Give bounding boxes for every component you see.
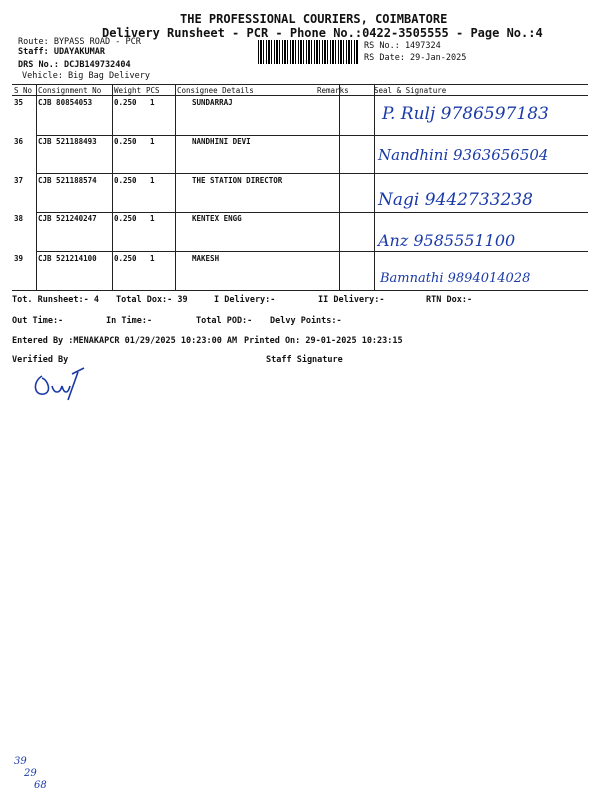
row-consignee: NANDHINI DEVI bbox=[192, 137, 251, 146]
total-pod: Total POD:- bbox=[196, 316, 253, 326]
col-header-consignment: Consignment No bbox=[38, 86, 102, 95]
row-consignment: CJB 521188493 bbox=[38, 137, 97, 146]
col-header-sno: S No bbox=[14, 86, 33, 95]
row-sno: 39 bbox=[14, 254, 24, 263]
ii-delivery: II Delivery:- bbox=[318, 295, 385, 305]
col-header-seal: Seal & Signature bbox=[374, 86, 447, 95]
rs-date: RS Date: 29-Jan-2025 bbox=[364, 53, 467, 63]
row-consignee: MAKESH bbox=[192, 254, 220, 263]
row-sno: 36 bbox=[14, 137, 24, 146]
row-consignee: SUNDARRAJ bbox=[192, 98, 233, 107]
margin-note: 39 bbox=[14, 756, 27, 767]
row-pcs: 1 bbox=[150, 98, 155, 107]
col-header-remarks: Remarks bbox=[317, 86, 349, 95]
runsheet-title: Delivery Runsheet - PCR - Phone No.:0422-3505555 - Page No.:4 bbox=[102, 26, 543, 40]
handwritten-signature: Nagi 9442733238 bbox=[378, 190, 533, 210]
row-weight: 0.250 bbox=[114, 98, 137, 107]
in-time: In Time:- bbox=[106, 316, 153, 326]
row-pcs: 1 bbox=[150, 176, 155, 185]
printed-on: Printed On: 29-01-2025 10:23:15 bbox=[244, 336, 403, 346]
row-weight: 0.250 bbox=[114, 214, 137, 223]
rtn-dox: RTN Dox:- bbox=[426, 295, 473, 305]
row-weight: 0.250 bbox=[114, 176, 137, 185]
margin-note: 29 bbox=[24, 768, 37, 779]
staff-signature-label: Staff Signature bbox=[266, 355, 343, 365]
row-consignment: CJB 521188574 bbox=[38, 176, 97, 185]
company-title: THE PROFESSIONAL COURIERS, COIMBATORE bbox=[180, 12, 448, 26]
row-pcs: 1 bbox=[150, 214, 155, 223]
row-sno: 38 bbox=[14, 214, 24, 223]
col-header-pcs: PCS bbox=[146, 86, 160, 95]
rs-number: RS No.: 1497324 bbox=[364, 41, 441, 51]
handwritten-signature: Nandhini 9363656504 bbox=[378, 146, 549, 164]
row-consignment: CJB 521240247 bbox=[38, 214, 97, 223]
row-consignment: CJB 80854053 bbox=[38, 98, 93, 107]
out-time: Out Time:- bbox=[12, 316, 64, 326]
row-sno: 37 bbox=[14, 176, 24, 185]
i-delivery: I Delivery:- bbox=[214, 295, 276, 305]
row-consignment: CJB 521214100 bbox=[38, 254, 97, 263]
row-consignee: KENTEX ENGG bbox=[192, 214, 242, 223]
row-sno: 35 bbox=[14, 98, 24, 107]
route-label: Route: BYPASS ROAD - PCR bbox=[18, 37, 141, 47]
handwritten-signature: P. Rulj 9786597183 bbox=[382, 104, 549, 124]
total-runsheet: Tot. Runsheet:- 4 bbox=[12, 295, 99, 305]
row-pcs: 1 bbox=[150, 254, 155, 263]
col-header-consignee: Consignee Details bbox=[177, 86, 254, 95]
vehicle-label: Vehicle: Big Bag Delivery bbox=[22, 71, 150, 81]
verified-by: Verified By bbox=[12, 355, 69, 365]
row-weight: 0.250 bbox=[114, 137, 137, 146]
entered-by: Entered By :MENAKAPCR 01/29/2025 10:23:00 AM bbox=[12, 336, 238, 346]
verifier-signature bbox=[28, 364, 92, 404]
total-dox: Total Dox:- 39 bbox=[116, 295, 188, 305]
delvy-points: Delvy Points:- bbox=[270, 316, 342, 326]
staff-label: Staff: UDAYAKUMAR bbox=[18, 47, 105, 57]
drs-number: DRS No.: DCJB149732404 bbox=[18, 60, 131, 70]
handwritten-signature: Anz 9585551100 bbox=[378, 231, 516, 250]
col-header-weight: Weight bbox=[114, 86, 142, 95]
row-consignee: THE STATION DIRECTOR bbox=[192, 176, 283, 185]
margin-note: 68 bbox=[34, 780, 47, 791]
handwritten-signature: Bamnathi 9894014028 bbox=[380, 271, 531, 286]
row-weight: 0.250 bbox=[114, 254, 137, 263]
row-pcs: 1 bbox=[150, 137, 155, 146]
barcode-image bbox=[258, 40, 358, 64]
